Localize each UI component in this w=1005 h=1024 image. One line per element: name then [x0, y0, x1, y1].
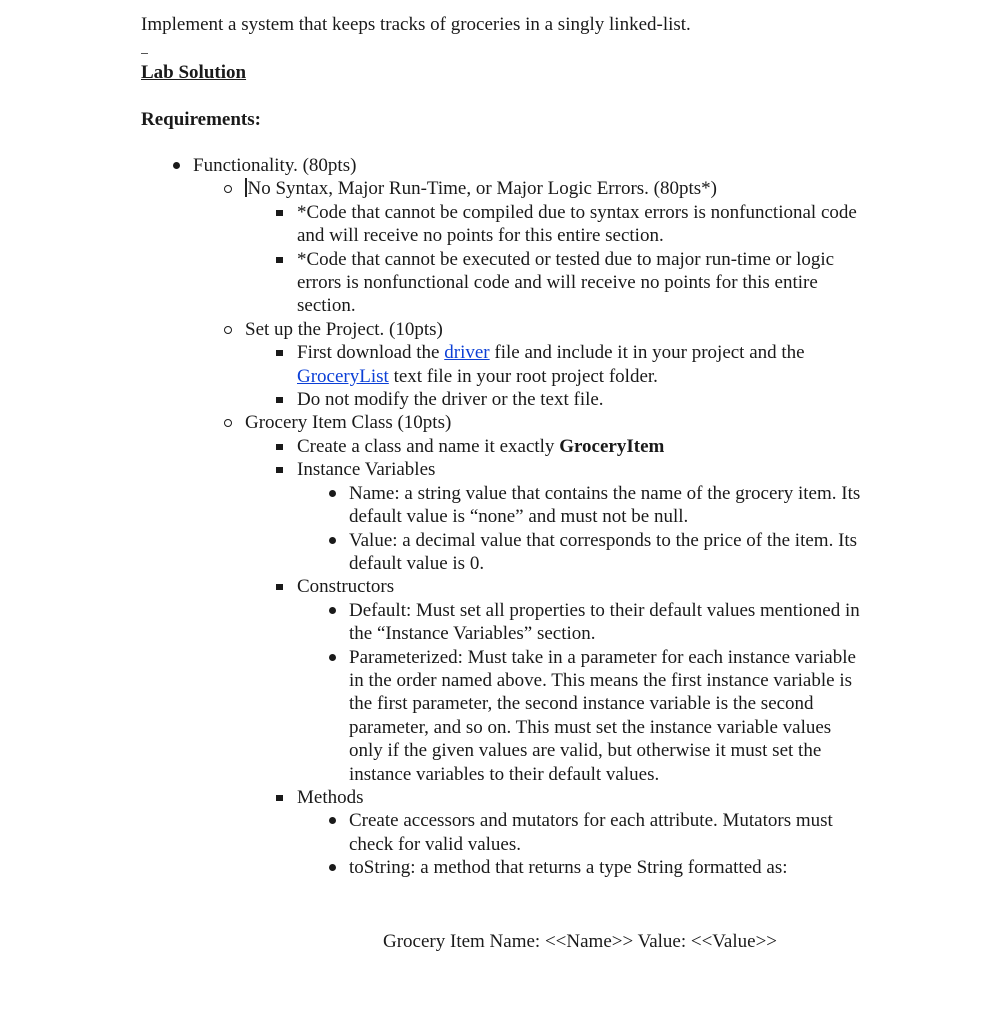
- syntax-errors-note: *Code that cannot be compiled due to syntax errors is nonfunctional code and will receive no points for this entire section.: [297, 201, 877, 248]
- functionality-item: [193, 154, 893, 880]
- accessors-mutators-method: Create accessors and mutators for each attribute. Mutators must check for valid values.: [349, 809, 869, 856]
- name-variable: Name: a string value that contains the name of the grocery item. Its default value is “none” and must not be null.: [349, 482, 869, 529]
- grocery-item-sublist: [297, 435, 877, 880]
- functionality-sublist: [245, 177, 893, 879]
- instance-variables-list: [349, 482, 869, 576]
- parameterized-constructor: Parameterized: Must take in a parameter for each instance variable in the order named above. This means the first instance variable is the first parameter, the second instance variable is the second parameter, and so on. This must set the instance variable values only if the given values are valid, but otherwise it must set the instance variables to their default values.: [349, 646, 869, 786]
- intro-text: Implement a system that keeps tracks of groceries in a singly linked-list.: [141, 14, 691, 35]
- runtime-errors-note: *Code that cannot be executed or tested due to major run-time or logic errors is nonfunctional code and will receive no points for this entire section.: [297, 248, 877, 318]
- setup-sublist: [297, 341, 877, 411]
- requirements-heading: Requirements:: [141, 109, 261, 130]
- instance-variables-title: Instance Variables: [297, 459, 436, 481]
- grocery-item-class-title: Grocery Item Class (10pts): [245, 412, 452, 434]
- grocery-item-class-item: [245, 411, 893, 879]
- tostring-method: toString: a method that returns a type String formatted as:: [349, 856, 869, 879]
- create-class-text: Create a class and name it exactly: [297, 435, 560, 457]
- default-constructor: Default: Must set all properties to their default values mentioned in the “Instance Variables” section.: [349, 599, 869, 646]
- constructors-list: [349, 599, 869, 786]
- requirements-list: [193, 154, 893, 880]
- tostring-format: Grocery Item Name: <<Name>> Value: <<Value>>: [383, 931, 777, 952]
- do-not-modify-instruction: Do not modify the driver or the text file.: [297, 388, 877, 411]
- setup-item: [245, 318, 893, 412]
- value-variable: Value: a decimal value that corresponds to the price of the item. Its default value is 0.: [349, 529, 869, 576]
- download-instruction: [297, 341, 877, 388]
- grocerylist-link[interactable]: GroceryList: [297, 365, 389, 387]
- text-cursor: [245, 178, 247, 197]
- lab-solution-heading: Lab Solution: [141, 62, 247, 83]
- methods-title: Methods: [297, 786, 364, 808]
- driver-link[interactable]: driver: [444, 342, 490, 364]
- download-text-end: text file in your root project folder.: [388, 365, 658, 387]
- create-class-instruction: [297, 435, 877, 458]
- no-errors-title: No Syntax, Major Run-Time, or Major Logic Errors. (80pts*): [247, 178, 717, 200]
- download-text-middle: file and include it in your project and the: [489, 342, 805, 364]
- class-name: GroceryItem: [559, 435, 665, 457]
- functionality-title: Functionality. (80pts): [193, 155, 357, 176]
- underscore-mark: [141, 53, 148, 54]
- constructors-item: [297, 575, 877, 786]
- no-errors-sublist: [297, 201, 877, 318]
- instance-variables-item: [297, 458, 877, 575]
- setup-title: Set up the Project. (10pts): [245, 318, 443, 340]
- methods-list: [349, 809, 869, 879]
- methods-item: [297, 786, 877, 880]
- constructors-title: Constructors: [297, 576, 395, 598]
- no-errors-item: [245, 177, 893, 317]
- download-text-start: First download the: [297, 342, 445, 364]
